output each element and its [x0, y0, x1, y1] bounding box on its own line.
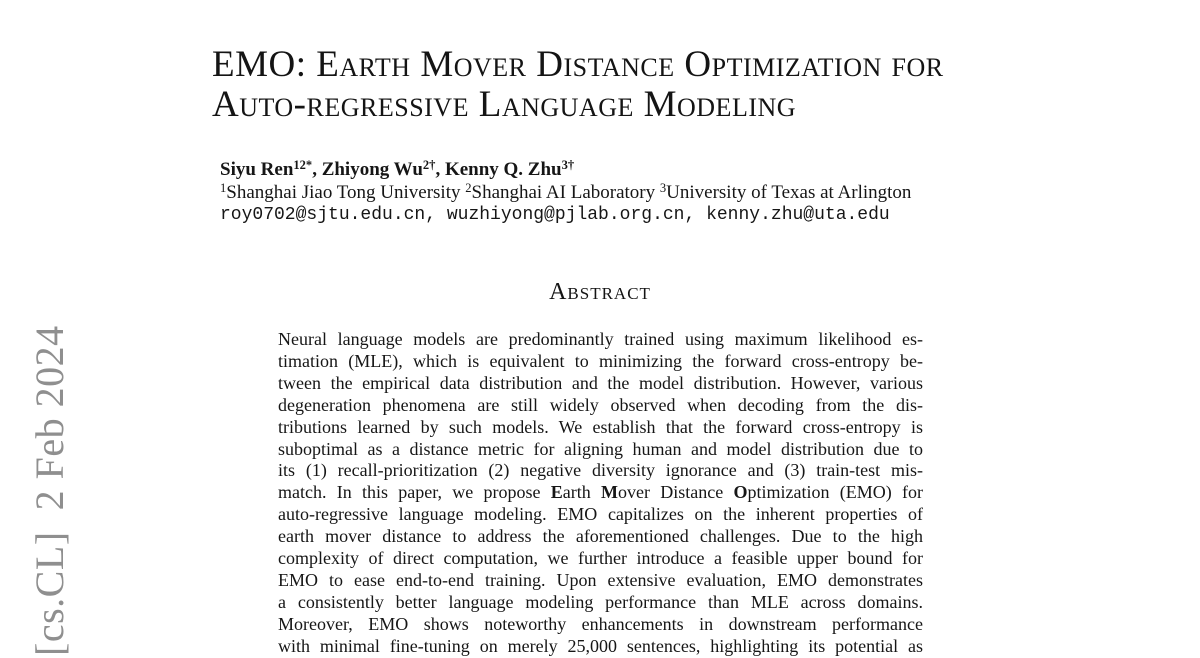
paper-title: [212, 45, 944, 125]
text-segment: tween the empirical data distribution and the model distribution. However, various: [278, 372, 923, 393]
text-segment: timation (MLE), which is equivalent to minimizing the forward cross-entropy be-: [278, 350, 923, 371]
abstract-line-2: [278, 351, 923, 373]
text-segment: ptimization (EMO) for: [747, 482, 924, 503]
text-segment: Zhiyong Wu: [321, 159, 423, 180]
text-segment: Neural language models are predominantly trained using maximum likelihood es-: [278, 329, 923, 349]
abstract-line-10: [278, 526, 923, 548]
text-segment: ,: [435, 159, 445, 180]
text-segment: University of Texas at Arlington: [666, 182, 912, 203]
text-segment: over Distance: [618, 482, 734, 503]
abstract-line-9: [278, 504, 923, 526]
affiliations-line: [220, 181, 911, 204]
text-segment: degeneration phenomena are still widely observed when decoding from the dis-: [278, 394, 923, 415]
abstract-line-7: [278, 460, 923, 482]
abstract-body: [278, 329, 923, 658]
text-segment: Moreover, EMO shows noteworthy enhancements in downstream performance: [278, 613, 923, 634]
authors-line: [220, 158, 911, 181]
text-segment: E: [550, 482, 563, 503]
text-segment: 1: [220, 181, 227, 196]
text-segment: its (1) recall-prioritization (2) negative diversity ignorance and (3) train-test mis-: [278, 460, 923, 481]
title-line-1: EMO: Earth Mover Distance Optimization for: [212, 44, 944, 85]
title-line-2: Auto-regressive Language Modeling: [212, 84, 797, 125]
text-segment: 3: [659, 181, 667, 196]
abstract-line-12: [278, 570, 923, 592]
text-segment: auto-regressive language modeling. EMO capitalizes on the inherent properties of: [278, 504, 923, 525]
abstract-line-3: [278, 373, 923, 395]
abstract-line-8: [278, 482, 923, 504]
text-segment: suboptimal as a distance metric for aligning human and model distribution due to: [278, 438, 923, 459]
text-segment: O: [733, 482, 748, 503]
author-block: [220, 158, 911, 227]
abstract-line-13: [278, 592, 923, 614]
text-segment: 2: [465, 181, 472, 196]
text-segment: Kenny Q. Zhu: [444, 159, 562, 180]
abstract-line-6: [278, 439, 923, 461]
abstract-heading: Abstract: [549, 279, 651, 305]
text-segment: match. In this paper, we propose: [278, 482, 551, 503]
text-segment: a consistently better language modeling performance than MLE across domains.: [278, 591, 923, 612]
text-segment: ,: [312, 159, 322, 180]
abstract-line-15: [278, 636, 923, 658]
text-segment: 3†: [561, 158, 575, 173]
text-segment: M: [601, 482, 619, 503]
text-segment: earth mover distance to address the aforementioned challenges. Due to the high: [278, 526, 923, 547]
abstract-line-5: [278, 417, 923, 439]
text-segment: with minimal fine-tuning on merely 25,000 sentences, highlighting its potential as: [278, 635, 923, 656]
abstract-line-11: [278, 548, 923, 570]
text-segment: tributions learned by such models. We establish that the forward cross-entropy is: [278, 416, 923, 437]
abstract-line-1: [278, 329, 923, 351]
emails-line: roy0702@sjtu.edu.cn, wuzhiyong@pjlab.org.cn, kenny.zhu@uta.edu: [220, 205, 890, 225]
text-segment: EMO to ease end-to-end training. Upon extensive evaluation, EMO demonstrates: [278, 569, 923, 590]
arxiv-watermark: [cs.CL] 2 Feb 2024: [27, 325, 72, 656]
abstract-line-4: [278, 395, 923, 417]
text-segment: complexity of direct computation, we further introduce a feasible upper bound for: [278, 548, 923, 569]
text-segment: 2†: [422, 158, 436, 173]
text-segment: 12*: [293, 158, 313, 173]
text-segment: Shanghai AI Laboratory: [471, 182, 660, 203]
text-segment: arth: [562, 482, 602, 503]
text-segment: Siyu Ren: [220, 159, 294, 180]
abstract-line-14: [278, 614, 923, 636]
text-segment: Shanghai Jiao Tong University: [226, 182, 466, 203]
